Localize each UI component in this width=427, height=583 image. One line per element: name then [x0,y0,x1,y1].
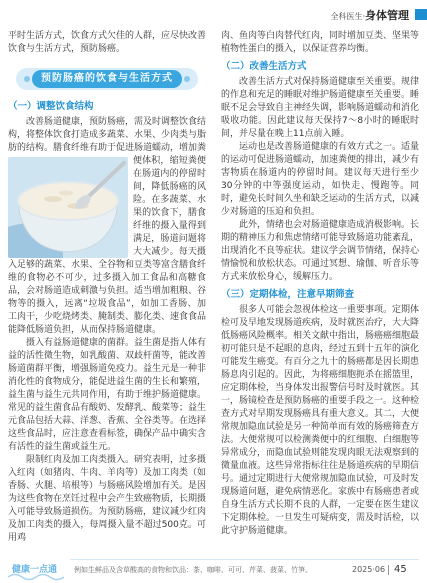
footer-divider [70,559,419,560]
oatmeal-bowl-photo [8,157,128,258]
header-color-tab [415,9,427,20]
footer-tip-text: 例如生鲜品及含草酸高的食物和饮品：茶、咖啡、可可、芹菜、菠菜、竹笋。 [74,566,312,574]
body-paragraph: 运动也是改善肠道健康的有效方式之一。适量的运动可促进肠道蠕动，加速粪便的排出，减少有害物质在肠道内的停留时间。建议每天进行至少30分钟的中等强度运动，如快走、慢跑等。同时，避免长时间久坐和缺乏运动的生活方式，以减少对肠道的压迫和负担。 [221,142,419,217]
right-column [221,30,419,552]
body-paragraph: 摄入有益肠道健康的菌群。益生菌是指人体有益的活性微生物，如乳酸菌、双歧杆菌等，能改善肠道菌群平衡，增强肠道免疫力。益生元是一种非消化性的食物成分，能促进益生菌的生长和繁殖，益生菌与益生元共同作用，有助于维护肠道健康。常见的益生菌食品有酸奶、发酵乳、酸菜等；益生元食品包括大蒜、洋葱、香蕉、全谷类等。在选择这些食品时，应注意查看标签，确保产品中确实含有活性的益生菌或益生元。 [8,338,206,452]
porridge [18,182,118,220]
body-paragraph-text: 改善肠道健康，预防肠癌，需及时调整饮食结构，将整体饮食打造成多蔬菜、水果、少肉类与脂肪的结构。膳食纤维有助于促进肠道蠕动，增加粪便体积，缩短粪便在肠道内的停留时间，降低肠癌的风险。在多蔬菜、水果的饮食下，膳食纤维的摄入量得到满足，肠道问题将大大减少。每天摄入足够的蔬菜、水果、全谷物和豆类等富含膳食纤维的食物必不可少，过多摄入加工食品和高糖食品，会对肠道造成刺激与负担。适当增加粗粮、谷物等的摄入，远离“垃圾食品”，如加工香肠、加工肉干，少吃烧烤类、腌制类、膨化类、速食食品能降低肠道负担，从而保持肠道健康。 [8,117,206,335]
continued-paragraph: 肉、鱼肉等白肉替代红肉，同时增加豆类、坚果等植物性蛋白的摄入，以保证营养均衡。 [221,31,419,54]
banner-title: 预防肠癌的饮食与生活方式 [32,70,182,88]
section-heading-2: （二）改善生活方式 [221,61,307,72]
footer-separator [388,565,389,575]
banner-dot-decoration [24,76,30,82]
section-banner [16,68,198,90]
running-header [330,7,409,23]
section-name: 身体管理 [365,9,409,22]
left-column [8,30,206,552]
intro-paragraph: 平时生活方式，饮食方式欠佳的人群，应尽快改善饮食与生活方式，预防肠癌。 [8,31,206,54]
body-paragraph: 此外，情绪也会对肠道健康造成消极影响。长期的精神压力和焦虑情绪可能导致肠道功能紊乱，出现消化不良等症状。建议学会调节情绪，保持心情愉悦和放松状态。可通过冥想、瑜伽、听音乐等方式来放松身心，缓解压力。 [221,220,419,282]
porridge-texture [59,191,73,196]
page-footer [0,557,427,583]
body-paragraph [8,116,206,337]
body-paragraph: 限制红肉及加工肉类摄入。研究表明，过多摄入红肉（如猪肉、牛肉、羊肉等）及加工肉类（如香肠、火腿、培根等）与肠癌风险增加有关。是因为这些食物在烹饪过程中会产生致癌物质，长期摄入可能导致肠道损伤。为预防肠癌，建议减少红肉及加工肉类的摄入，每周摄入量不超过500克。可用鸡 [8,455,206,543]
section-heading-1: （一）调整饮食结构 [8,101,94,112]
section-heading-3: （三）定期体检，注意早期筛查 [221,289,355,300]
body-paragraph: 很多人可能会忽视体检这一重要事项。定期体检可及早地发现肠道疾病，及时就医治疗，大大降低肠癌风险概率。相关文献中指出，肠癌癌细胞最初可能只是不起眼的息肉，经过五到十五年的演化可能发生癌变。有百分之九十的肠癌都是因长期患肠息肉引起的。因此，为将癌细胞扼杀在摇篮里，应定期体检，当身体发出报警信号时及时就医。其一，肠镜检查是预防肠癌的重要手段之一。这种检查方式对早期发现肠癌具有重大意义。其二，大便常规加隐血试验是另一种简单而有效的肠癌筛查方法。大便常规可以检测粪便中的红细胞、白细胞等异常成分，而隐血试验则能发现肉眼无法观察到的微量血液。这些异常指标往往是肠道疾病的早期信号。通过定期进行大便常规加隐血试验，可及时发现肠道问题，避免病情恶化。家族中有肠癌患者或自身生活方式长期不良的人群，一定要在医生建议下定期体检。一旦发生可疑病变，需及时活检，以此守护肠道健康。 [221,305,419,536]
porridge-texture [44,196,62,202]
page-number: 45 [394,564,407,575]
body-paragraph: 改善生活方式对保持肠道健康至关重要。规律的作息和充足的睡眠对维护肠道健康至关重要。睡眠不足会导致自主神经失调，影响肠道蠕动和消化吸收功能。因此建议每天保持7～8小时的睡眠时间，并尽量在晚上11点前入睡。 [221,77,419,139]
magazine-column-name: 全科医生· [330,12,365,21]
tip-badge [8,561,66,581]
banner-dot-decoration [184,76,190,82]
issue-date: 2025·06 [352,565,386,574]
tip-badge-label: 健康一点通 [12,565,58,575]
photo-illustration [8,157,128,258]
